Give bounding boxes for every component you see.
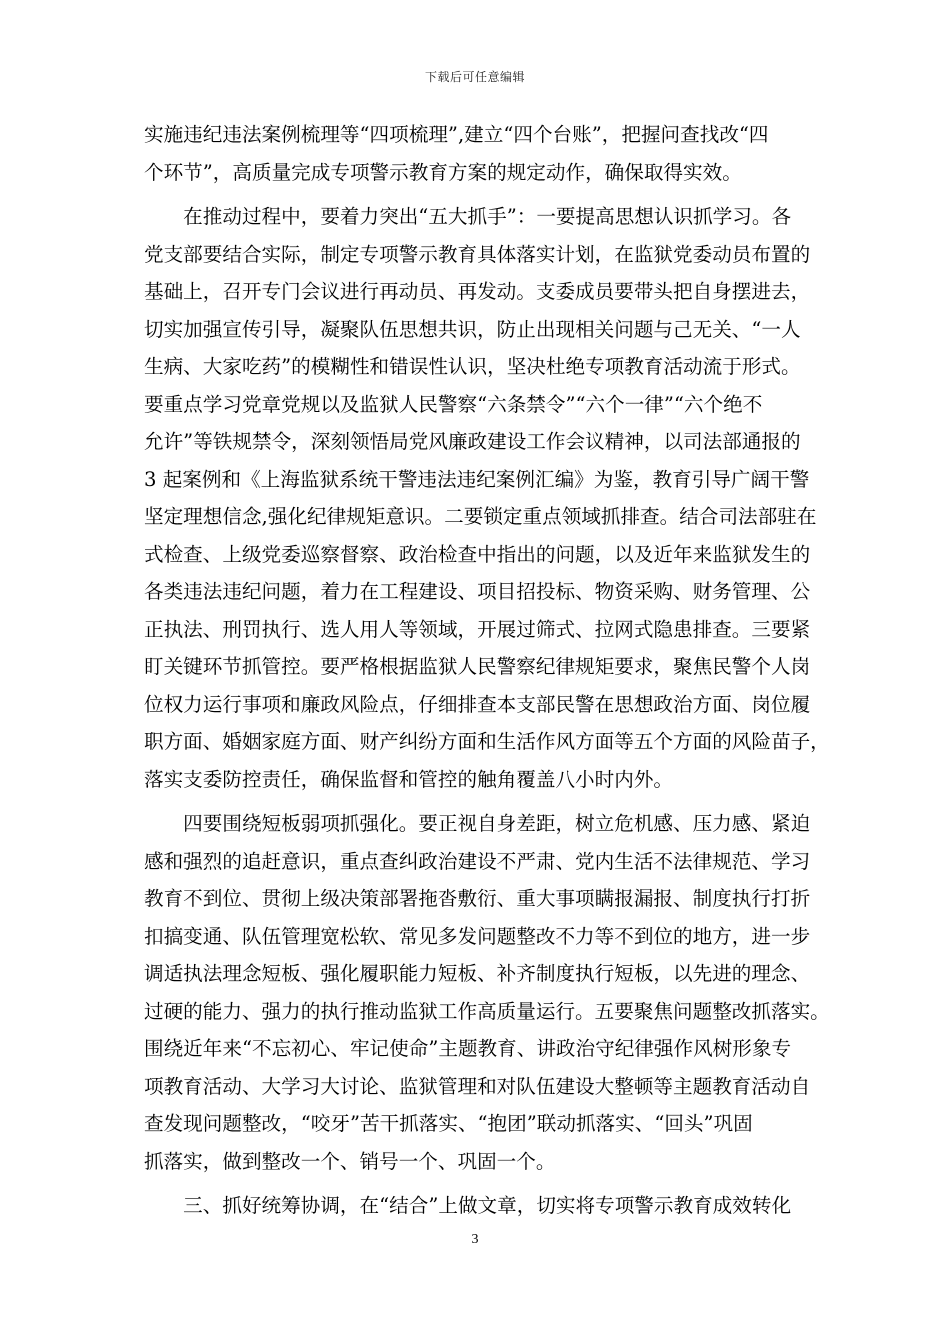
text-line: 扣搞变通、队伍管理宽松软、常见多发问题整改不力等不到位的地方，进一步 xyxy=(144,924,811,948)
text-line: 3 起案例和《上海监狱系统干警违法违纪案例汇编》为鉴，教育引导广阔干警 xyxy=(144,467,810,491)
text-line: 实施违纪违法案例梳理等“四项梳理”,建立“四个台账”，把握问查找改“四 xyxy=(144,123,769,146)
text-line: 调适执法理念短板、强化履职能力短板、补齐制度执行短板，以先进的理念、 xyxy=(144,962,811,985)
text-line: 四要围绕短板弱项抓强化。要正视自身差距，树立危机感、压力感、紧迫 xyxy=(144,812,811,835)
text-line: 要重点学习党章党规以及监狱人民警察“六条禁令”“六个一律”“六个绝不 xyxy=(144,392,763,416)
text-line: 切实加强宣传引导，凝聚队伍思想共识，防止出现相关问题与己无关、“一人 xyxy=(144,317,801,341)
paragraph xyxy=(144,805,830,1180)
paragraph-gap xyxy=(144,191,808,198)
paragraph xyxy=(144,198,830,798)
paragraph-gap xyxy=(144,798,808,805)
text-line: 个环节”，高质量完成专项警示教育方案的规定动作，确保取得实效。 xyxy=(144,160,742,184)
text-line: 三、抓好统筹协调，在“结合”上做文章，切实将专项警示教育成效转化 xyxy=(144,1194,792,1217)
text-line: 在推动过程中，要着力突出“五大抓手”：一要提高思想认识抓学习。各 xyxy=(144,205,792,228)
page-number: 3 xyxy=(471,1232,479,1247)
text-line: 抓落实，做到整改一个、销号一个、巩固一个。 xyxy=(144,1149,556,1173)
paragraph xyxy=(144,116,808,191)
text-line: 生病、大家吃药”的模糊性和错误性认识，坚决杜绝专项教育活动流于形式。 xyxy=(144,355,801,378)
header-note: 下载后可任意编辑 xyxy=(424,70,525,84)
paragraph xyxy=(144,1187,808,1225)
text-line: 感和强烈的追赶意识，重点查纠政治建设不严肃、党内生活不法律规范、学习 xyxy=(144,849,811,873)
text-line: 党支部要结合实际，制定专项警示教育具体落实计划，在监狱党委动员布置的 xyxy=(144,242,811,266)
body-text xyxy=(144,116,830,1225)
text-line: 位权力运行事项和廉政风险点，仔细排查本支部民警在思想政治方面、岗位履 xyxy=(144,692,811,716)
text-line: 各类违法违纪问题，着力在工程建设、项目招投标、物资采购、财务管理、公 xyxy=(144,580,811,603)
text-line: 正执法、刑罚执行、选人用人等领域，开展过筛式、拉网式隐患排查。三要紧 xyxy=(144,617,811,641)
text-line: 允许”等铁规禁令，深刻领悟局党风廉政建设工作会议精神，以司法部通报的 xyxy=(144,430,801,453)
text-line: 基础上，召开专门会议进行再动员、再发动。支委成员要带头把自身摆进去， xyxy=(144,280,811,303)
text-line: 过硬的能力、强力的执行推动监狱工作高质量运行。五要聚焦问题整改抓落实。 xyxy=(144,999,830,1023)
text-line: 职方面、婚姻家庭方面、财产纠纷方面和生活作风方面等五个方面的风险苗子， xyxy=(144,730,830,753)
text-line: 盯关键环节抓管控。要严格根据监狱人民警察纪律规矩要求，聚焦民警个人岗 xyxy=(144,655,811,678)
text-line: 教育不到位、贯彻上级决策部署拖沓敷衍、重大事项瞒报漏报、制度执行打折 xyxy=(144,887,811,910)
text-line: 式检查、上级党委巡察督察、政治检查中指出的问题，以及近年来监狱发生的 xyxy=(144,542,811,566)
text-line: 坚定理想信念,强化纪律规矩意识。二要锁定重点领域抓排查。结合司法部驻在 xyxy=(144,505,817,528)
text-line: 围绕近年来“不忘初心、牢记使命”主题教育、讲政治守纪律强作风树形象专 xyxy=(144,1037,792,1060)
text-line: 查发现问题整改，“咬牙”苦干抓落实、“抱团”联动抓落实、“回头”巩固 xyxy=(144,1112,753,1135)
text-line: 项教育活动、大学习大讨论、监狱管理和对队伍建设大整顿等主题教育活动自 xyxy=(144,1074,811,1098)
text-line: 落实支委防控责任，确保监督和管控的触角覆盖八小时内外。 xyxy=(144,767,674,791)
paragraph-gap xyxy=(144,1180,808,1187)
